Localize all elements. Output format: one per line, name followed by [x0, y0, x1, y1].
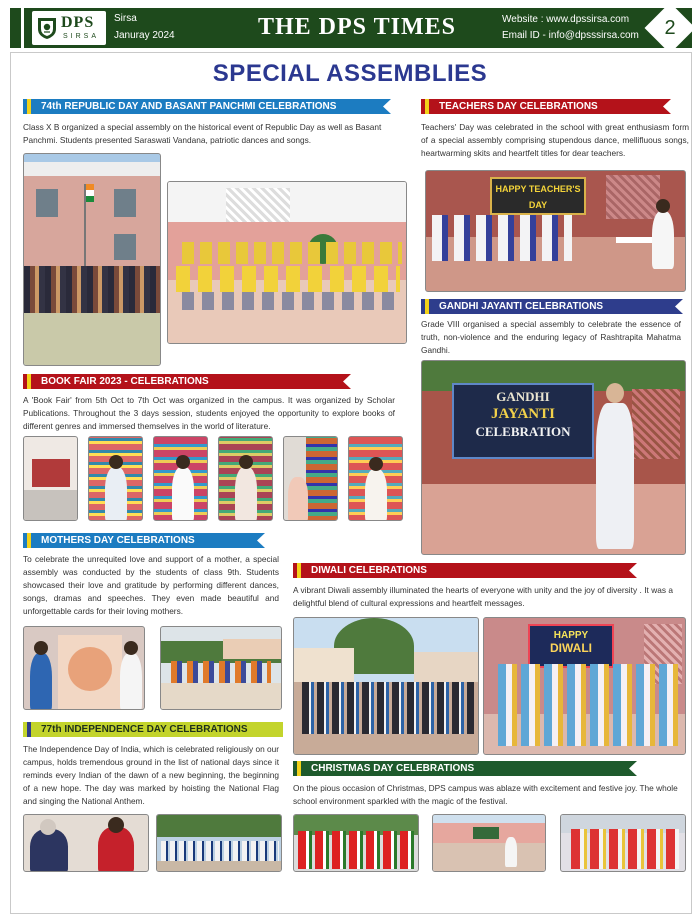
- gandhi-board-line3: CELEBRATION: [475, 424, 571, 439]
- header-city: Sirsa: [114, 13, 137, 24]
- section-heading-gandhi-jayanti: [421, 299, 673, 314]
- diwali-board-line2: DIWALI: [550, 641, 592, 655]
- photo-book-fair-1: [23, 436, 78, 521]
- section-heading-label: TEACHERS DAY CELEBRATIONS: [439, 101, 598, 112]
- photo-book-fair-3: [153, 436, 208, 521]
- photo-mothers-day-assembly: [160, 626, 282, 710]
- section-heading-republic-day: [23, 99, 381, 114]
- section-heading-mothers-day: [23, 533, 255, 548]
- section-heading-label: MOTHERS DAY CELEBRATIONS: [41, 535, 195, 546]
- logo-wordmark: DPS: [61, 14, 95, 31]
- logo-subtitle: SIRSA: [63, 33, 100, 40]
- photo-book-fair-2: [88, 436, 143, 521]
- photo-republic-day-building: [23, 153, 161, 366]
- banner-tail-icon: [659, 299, 683, 314]
- school-emblem-icon: [36, 16, 58, 40]
- teachers-day-text: Teachers' Day was celebrated in the school with great enthusiasm form of a special assembly comprising stupendous dance, mellifluous songs, heartwarming skits and heartfelt titles for dear teachers.: [421, 122, 689, 158]
- section-heading-label: 77th INDEPENDENCE DAY CELEBRATIONS: [41, 724, 248, 735]
- school-logo: [32, 11, 106, 45]
- teachers-day-board-text: HAPPY TEACHER'S DAY: [495, 184, 581, 210]
- page-number-badge: [645, 3, 696, 54]
- section-heading-label: GANDHI JAYANTI CELEBRATIONS: [439, 301, 604, 312]
- section-heading-christmas: [293, 761, 627, 776]
- photo-independence-day-parade: [156, 814, 282, 872]
- header-date: Januray 2024: [114, 30, 175, 41]
- gandhi-jayanti-text: Grade VIII organised a special assembly to celebrate the essence of truth, non-violence and the enduring legacy of Rashtrapita Mahatma Gandhi.: [421, 319, 681, 355]
- photo-independence-day-award: [23, 814, 149, 872]
- header-email: Email ID - info@dpsssirsa.com: [502, 30, 639, 41]
- photo-teachers-day: [425, 170, 686, 292]
- diwali-text: A vibrant Diwali assembly illuminated the hearts of everyone with unity and the joy of diversity . It was a delightful blend of cultural expressions and heartfelt messages.: [293, 585, 673, 608]
- section-heading-label: BOOK FAIR 2023 - CELEBRATIONS: [41, 376, 209, 387]
- photo-book-fair-4: [218, 436, 273, 521]
- photo-basant-panchmi-students: [167, 181, 407, 344]
- photo-mothers-day-card: [23, 626, 145, 710]
- republic-day-text: Class X B organized a special assembly on the historical event of Republic Day as well as Basant Panchmi. Students presented Saraswati Vandana, patriotic dances and songs.: [23, 122, 382, 145]
- book-fair-text: A 'Book Fair' from 5th Oct to 7th Oct was organized in the campus. It was organized by Scholar Publications. Throughout the 3 days session, students enjoyed the opportunity to explore books of different genres and immersed themselves in the world of literature.: [23, 395, 395, 431]
- section-heading-teachers-day: [421, 99, 661, 114]
- mothers-day-text: To celebrate the unrequited love and support of a mother, a special assembly was conducted by the students of class 9th. Students showcased their love and gratitude by performing different dances, songs, dramas and speeches. They even made beautiful and unforgettable cards for their loving mothers.: [23, 554, 279, 616]
- masthead-accent-bar: [10, 8, 24, 48]
- photo-christmas-1: [293, 814, 419, 872]
- photo-book-fair-5: [283, 436, 338, 521]
- photo-book-fair-6: [348, 436, 403, 521]
- banner-tail-icon: [647, 99, 671, 114]
- banner-tail-icon: [613, 563, 637, 578]
- section-heading-diwali: [293, 563, 627, 578]
- banner-tail-icon: [327, 374, 351, 389]
- teachers-day-board: [490, 177, 586, 215]
- photo-diwali-stage: [483, 617, 686, 755]
- photo-christmas-2: [432, 814, 546, 872]
- christmas-text: On the pious occasion of Christmas, DPS campus was ablaze with excitement and festive joy. The whole school environment sparkled with the magic of the festival.: [293, 783, 678, 806]
- masthead: [10, 8, 692, 48]
- gandhi-board-line2: JAYANTI: [491, 406, 555, 422]
- page-number: 2: [664, 17, 676, 39]
- diwali-board: [528, 624, 614, 668]
- gandhi-jayanti-board: [452, 383, 594, 459]
- page-title: SPECIAL ASSEMBLIES: [212, 60, 488, 87]
- banner-tail-icon: [367, 99, 391, 114]
- banner-tail-icon: [613, 761, 637, 776]
- independence-day-text: The Independence Day of India, which is celebrated religiously on our campus, holds tremendous ground in the list of national days since it reminds every Indian of the dawn of a new beginning, the beginning of a new hope. The day was marked by hoisting the National Flag and singing the National Anthem.: [23, 744, 279, 806]
- newsletter-title: THE DPS TIMES: [258, 14, 456, 40]
- banner-tail-icon: [241, 533, 265, 548]
- section-heading-label: DIWALI CELEBRATIONS: [311, 565, 427, 576]
- photo-diwali-group: [293, 617, 479, 755]
- photo-gandhi-jayanti: [421, 360, 686, 555]
- header-website: Website : www.dpssirsa.com: [502, 14, 630, 25]
- section-heading-independence-day: [23, 722, 283, 737]
- diwali-board-line1: HAPPY: [553, 630, 589, 641]
- section-heading-book-fair: [23, 374, 341, 389]
- gandhi-board-line1: GANDHI: [496, 389, 550, 404]
- photo-christmas-3: [560, 814, 686, 872]
- section-heading-label: CHRISTMAS DAY CELEBRATIONS: [311, 763, 475, 774]
- section-heading-label: 74th REPUBLIC DAY AND BASANT PANCHMI CELEBRATIONS: [41, 101, 337, 112]
